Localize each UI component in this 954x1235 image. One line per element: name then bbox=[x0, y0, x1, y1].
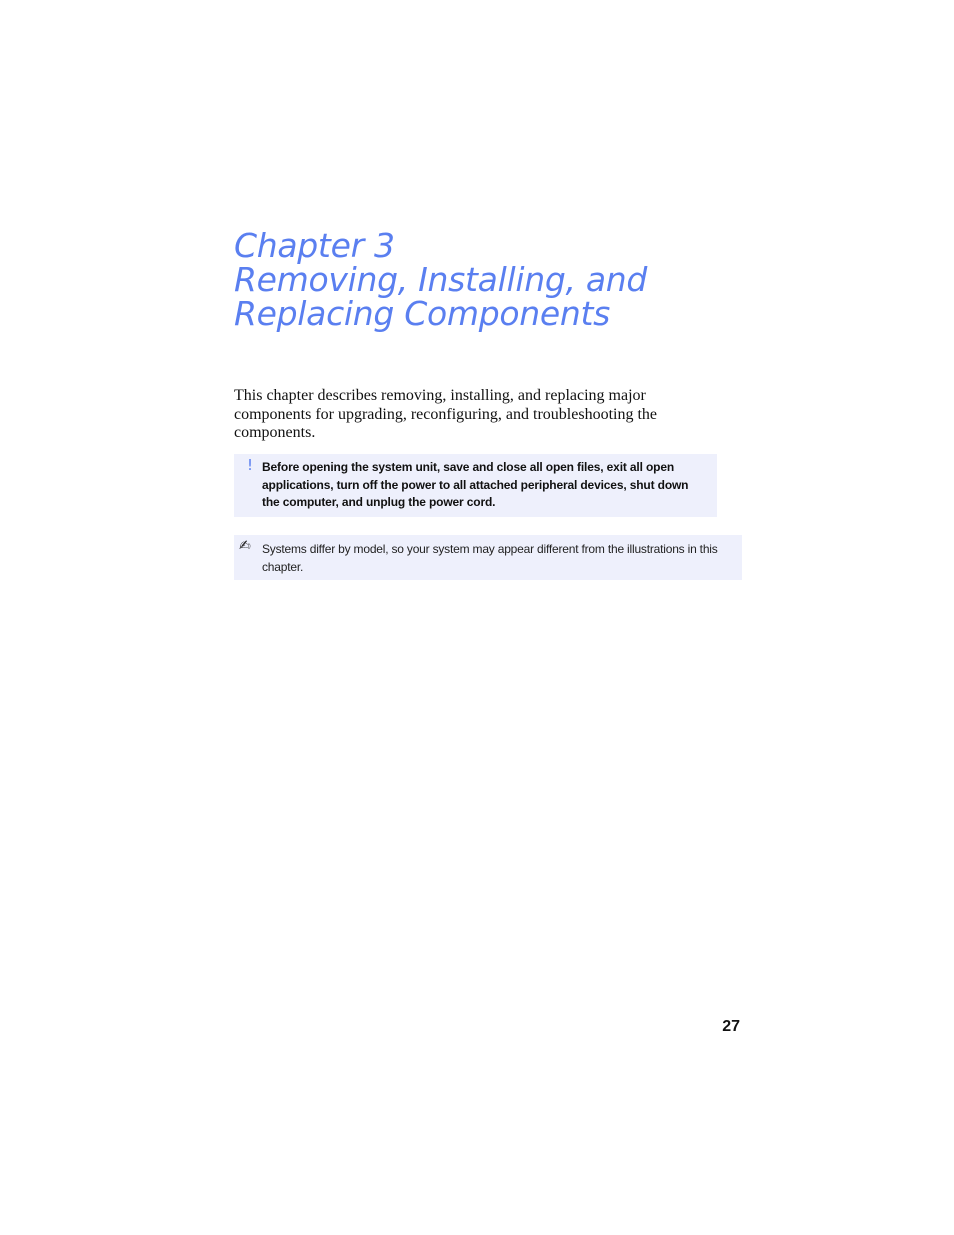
intro-paragraph: This chapter describes removing, installing, and replacing major components for upgrading, reconfiguring, and troubleshooting the components. bbox=[234, 387, 658, 441]
exclamation-icon: ! bbox=[247, 456, 254, 474]
note-callout bbox=[234, 535, 742, 580]
caution-text: Before opening the system unit, save and close all open files, exit all open applications, turn off the power to all attached peripheral devices, shut down the computer, and unplug the power cord. bbox=[262, 460, 689, 509]
caution-callout bbox=[234, 454, 717, 517]
page-number: 27 bbox=[722, 1018, 740, 1035]
chapter-title-line-1: Chapter 3 bbox=[234, 226, 395, 265]
chapter-title-line-3: Replacing Components bbox=[234, 294, 611, 333]
writing-hand-icon: ✍ bbox=[239, 538, 251, 554]
note-text: Systems differ by model, so your system may appear different from the illustrations in this chapter. bbox=[262, 542, 718, 574]
chapter-title-line-2: Removing, Installing, and bbox=[234, 260, 648, 299]
chapter-title bbox=[234, 226, 754, 333]
